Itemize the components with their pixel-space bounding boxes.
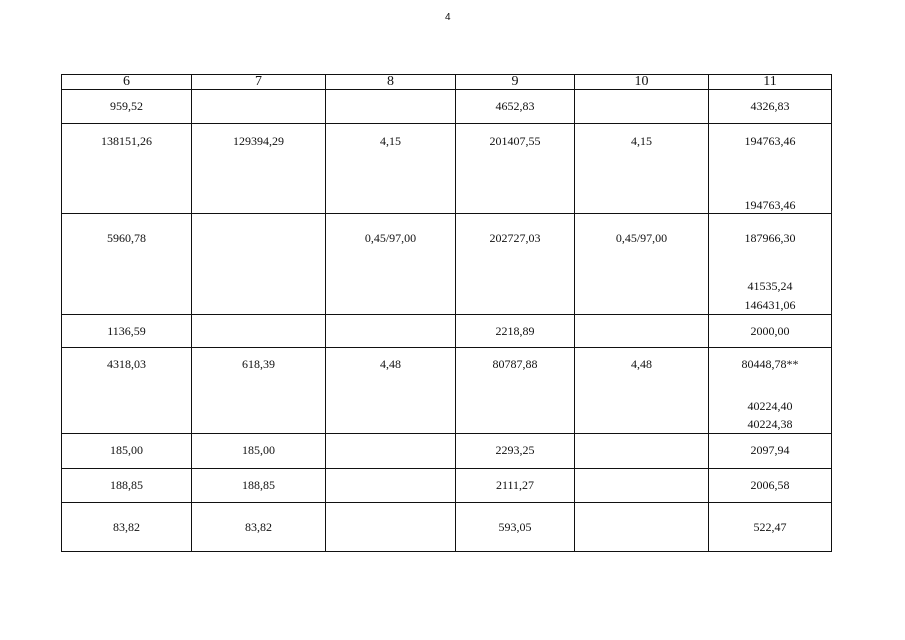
table-cell xyxy=(575,434,709,469)
table-cell xyxy=(62,214,192,315)
table-cell xyxy=(326,434,456,469)
cell-value: 0,45/97,00 xyxy=(615,231,668,245)
table-cell xyxy=(326,503,456,552)
cell-value: 593,05 xyxy=(498,520,532,534)
table-cell xyxy=(326,124,456,214)
table-cell xyxy=(62,90,192,124)
table-cell xyxy=(326,469,456,503)
table-cell xyxy=(62,348,192,434)
cell-value: 202727,03 xyxy=(489,231,541,245)
cell-value: 80448,78** xyxy=(741,357,799,371)
table-cell xyxy=(575,90,709,124)
table-cell xyxy=(575,469,709,503)
cell-sub-value: 40224,38 xyxy=(747,417,793,431)
cell-value: 83,82 xyxy=(245,520,272,534)
column-header-10: 10 xyxy=(575,75,709,90)
table-cell xyxy=(709,124,832,214)
table-cell xyxy=(709,348,832,434)
column-header-8: 8 xyxy=(326,75,456,90)
cell-sub-value: 194763,46 xyxy=(744,198,796,212)
table-cell xyxy=(709,315,832,348)
cell-value: 5960,78 xyxy=(107,231,146,245)
cell-value: 2218,89 xyxy=(495,324,535,338)
table-cell xyxy=(192,90,326,124)
cell-value: 138151,26 xyxy=(101,134,152,148)
cell-value: 1136,59 xyxy=(107,324,146,338)
cell-value: 4,48 xyxy=(631,357,652,371)
table-cell xyxy=(575,214,709,315)
table-row xyxy=(62,124,832,214)
cell-value: 2000,00 xyxy=(750,324,790,338)
table-row xyxy=(62,503,832,552)
table-cell xyxy=(575,348,709,434)
table-row xyxy=(62,348,832,434)
table-cell xyxy=(456,315,575,348)
table-cell xyxy=(456,90,575,124)
table-cell xyxy=(192,214,326,315)
table-cell xyxy=(456,124,575,214)
cell-value: 83,82 xyxy=(113,520,140,534)
table-cell xyxy=(575,124,709,214)
cell-value: 129394,29 xyxy=(233,134,284,148)
header-row xyxy=(62,75,832,90)
table-cell xyxy=(326,315,456,348)
cell-value: 0,45/97,00 xyxy=(364,231,417,245)
cell-value: 4318,03 xyxy=(107,357,146,371)
cell-value: 2293,25 xyxy=(495,443,535,457)
table-cell xyxy=(456,214,575,315)
data-table xyxy=(61,74,832,552)
column-header-7: 7 xyxy=(192,75,326,90)
table-cell xyxy=(326,348,456,434)
cell-value: 80787,88 xyxy=(492,357,538,371)
table-cell xyxy=(62,315,192,348)
table-cell xyxy=(192,503,326,552)
cell-value: 4,15 xyxy=(631,134,652,148)
table-row xyxy=(62,434,832,469)
cell-value: 4652,83 xyxy=(495,99,535,113)
table-cell xyxy=(575,503,709,552)
column-header-9: 9 xyxy=(456,75,575,90)
cell-value: 522,47 xyxy=(753,520,787,534)
table-cell xyxy=(709,469,832,503)
cell-value: 2097,94 xyxy=(750,443,790,457)
table-cell xyxy=(62,503,192,552)
cell-value: 188,85 xyxy=(242,478,275,492)
cell-value: 4,48 xyxy=(380,357,401,371)
cell-value: 959,52 xyxy=(110,99,143,113)
table-cell xyxy=(62,434,192,469)
table-cell xyxy=(456,348,575,434)
table-row xyxy=(62,90,832,124)
cell-value: 2006,58 xyxy=(750,478,790,492)
table-cell xyxy=(709,90,832,124)
column-header-11: 11 xyxy=(709,75,832,90)
column-header-6: 6 xyxy=(62,75,192,90)
table-cell xyxy=(62,469,192,503)
cell-value: 185,00 xyxy=(242,443,275,457)
cell-sub-value: 41535,24 xyxy=(747,279,793,293)
cell-value: 2111,27 xyxy=(495,478,535,492)
table-cell xyxy=(326,90,456,124)
cell-value: 188,85 xyxy=(110,478,143,492)
cell-value: 4,15 xyxy=(380,134,401,148)
table-row xyxy=(62,469,832,503)
cell-value: 185,00 xyxy=(110,443,143,457)
cell-sub-value: 146431,06 xyxy=(744,298,796,312)
table-row xyxy=(62,214,832,315)
table-cell xyxy=(456,469,575,503)
table-cell xyxy=(192,315,326,348)
cell-value: 4326,83 xyxy=(750,99,790,113)
table-cell xyxy=(326,214,456,315)
cell-value: 194763,46 xyxy=(744,134,796,148)
table-cell xyxy=(192,469,326,503)
table-cell xyxy=(456,434,575,469)
table-cell xyxy=(192,434,326,469)
table-cell xyxy=(62,124,192,214)
cell-value: 187966,30 xyxy=(744,231,796,245)
cell-value: 618,39 xyxy=(242,357,275,371)
table-cell xyxy=(456,503,575,552)
table-cell xyxy=(709,434,832,469)
table-cell xyxy=(709,214,832,315)
table-row xyxy=(62,315,832,348)
table-cell xyxy=(192,348,326,434)
table-cell xyxy=(192,124,326,214)
cell-sub-value: 40224,40 xyxy=(747,399,793,413)
table-cell xyxy=(575,315,709,348)
table-cell xyxy=(709,503,832,552)
cell-value: 201407,55 xyxy=(489,134,541,148)
page-number: 4 xyxy=(445,12,451,23)
